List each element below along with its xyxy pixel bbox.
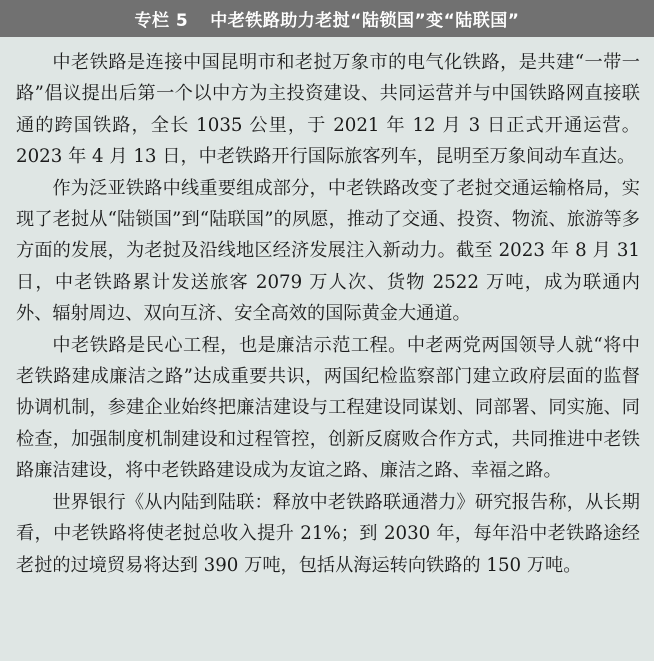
paragraph-1: 中老铁路是连接中国昆明市和老挝万象市的电气化铁路，是共建“一带一路”倡议提出后第一个以中方为主投资建设、共同运营并与中国铁路网直接联通的跨国铁路，全长 1035 公里，于 2021 年 12 月 3 日正式开通运营。2023 年 4 月 13 日，中老铁路开行国际旅客列车，昆明至万象间动车直达。 [16,52,640,168]
column-title: 中老铁路助力老挝“陆锁国”变“陆联国” [210,11,520,31]
paragraph-3: 中老铁路是民心工程，也是廉洁示范工程。中老两党两国领导人就“将中老铁路建成廉洁之路”达成重要共识，两国纪检监察部门建立政府层面的监督协调机制，参建企业始终把廉洁建设与工程建设同谋划、同部署、同实施、同检查，加强制度机制建设和过程管控，创新反腐败合作方式，共同推进中老铁路廉洁建设，将中老铁路建设成为友谊之路、廉洁之路、幸福之路。 [16,334,640,482]
paragraph-4: 世界银行《从内陆到陆联：释放中老铁路联通潜力》研究报告称，从长期看，中老铁路将使老挝总收入提升 21%；到 2030 年，每年沿中老铁路途经老挝的过境贸易将达到 390 万吨，包括从海运转向铁路的 150 万吨。 [16,491,640,576]
column-body [0,37,654,581]
paragraph-2: 作为泛亚铁路中线重要组成部分，中老铁路改变了老挝交通运输格局，实现了老挝从“陆锁国”到“陆联国”的夙愿，推动了交通、投资、物流、旅游等多方面的发展，为老挝及沿线地区经济发展注入新动力。截至 2023 年 8 月 31 日，中老铁路累计发送旅客 2079 万人次、货物 2522 万吨，成为联通内外、辐射周边、双向互济、安全高效的国际黄金大通道。 [16,177,640,325]
column-header [0,0,654,37]
column-label: 专栏 5 [134,11,189,31]
